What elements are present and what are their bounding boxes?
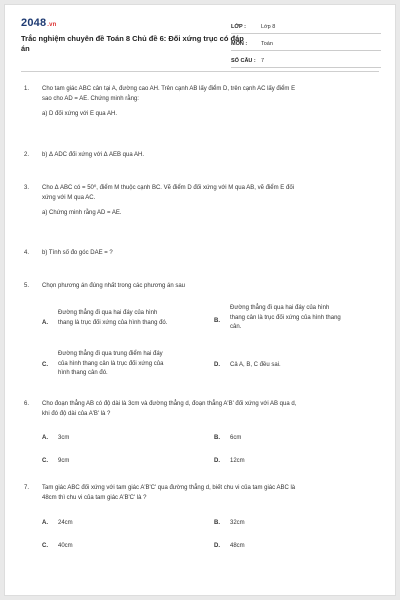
site-logo[interactable] [21, 17, 57, 29]
question-line: Cho Δ ABC có = 50⁰, điểm M thuộc cạnh BC. Vẽ điểm D đối xứng với M qua AB, vẽ điểm E đối [42, 185, 294, 191]
question-1-text [42, 84, 387, 119]
meta-row-subject [231, 38, 381, 51]
question-line: xứng với M qua AC. [42, 195, 96, 201]
meta-value: 7 [261, 58, 265, 64]
option-text[interactable]: 40cm [58, 543, 73, 549]
option-letter[interactable]: C. [42, 458, 48, 464]
option-text[interactable]: 12cm [230, 458, 245, 464]
question-line: Cho đoạn thẳng AB có độ dài là 3cm và đường thẳng d, đoạn thẳng A'B' đối xứng với AB qua d, [42, 401, 297, 407]
option-line: Đường thẳng đi qua hai đáy của hình [230, 305, 330, 311]
question-line: b) Tính số đo góc DAE = ? [42, 250, 113, 256]
option-line: Cả A, B, C đều sai. [230, 362, 281, 368]
meta-value: Toán [261, 41, 273, 47]
option-line: hình thang cân đó. [58, 370, 108, 377]
document-page [4, 4, 396, 596]
document-title: Trắc nghiệm chuyên đề Toán 8 Chủ đề 6: Đối xứng trục có đáp án [21, 34, 244, 53]
option-letter[interactable]: B. [214, 520, 220, 526]
option-text[interactable]: 32cm [230, 520, 245, 526]
option-line: Đường thẳng đi qua trung điểm hai đáy [58, 351, 163, 357]
meta-row-count [231, 55, 381, 68]
option-text[interactable]: 9cm [58, 458, 70, 464]
option-text[interactable]: 24cm [58, 520, 73, 526]
meta-label: LỚP : [231, 24, 246, 30]
option-letter[interactable]: D. [214, 362, 220, 368]
option-letter[interactable]: B. [214, 318, 220, 324]
question-number: 4. [24, 250, 30, 256]
option-letter[interactable]: A. [42, 320, 48, 326]
meta-row-class [231, 21, 381, 34]
option-letter[interactable]: C. [42, 543, 48, 549]
question-line: b) Δ ADC đối xứng với Δ AEB qua AH. [42, 152, 145, 158]
question-5-text [42, 281, 387, 291]
question-line: Tam giác ABC đối xứng với tam giác A'B'C' qua đường thẳng d, biết chu vi của tam giác ABC là [42, 485, 296, 491]
question-line: 48cm thì chu vi của tam giác A'B'C' là ? [42, 495, 147, 501]
question-line: khi đó độ dài của A'B' là ? [42, 411, 111, 417]
logo-text: 2048 [21, 17, 47, 29]
option-line: thang cân là trục đối xứng của hình thang [230, 314, 341, 321]
question-line: sao cho AD = AE. Chứng minh rằng: [42, 96, 139, 102]
option-line: thang là trục đối xứng của hình thang đó. [58, 319, 168, 326]
logo-suffix: .vn [47, 22, 57, 28]
header-divider [21, 71, 379, 72]
question-4-text [42, 248, 387, 258]
option-text[interactable] [58, 350, 213, 379]
meta-value: Lớp 8 [261, 24, 276, 30]
question-3-text [42, 183, 387, 218]
meta-label: SỐ CÂU : [231, 58, 256, 64]
option-letter[interactable]: D. [214, 458, 220, 464]
question-line: Cho tam giác ABC cân tại A, đường cao AH. Trên cạnh AB lấy điểm D, trên cạnh AC lấy điểm E [42, 86, 296, 92]
option-letter[interactable]: C. [42, 362, 48, 368]
question-number: 1. [24, 86, 30, 92]
question-line: Chọn phương án đúng nhất trong các phương án sau [42, 283, 186, 289]
page-header [5, 5, 395, 73]
option-text[interactable] [230, 304, 385, 333]
option-line: cân. [230, 324, 242, 331]
option-letter[interactable]: B. [214, 435, 220, 441]
option-text[interactable] [58, 309, 218, 328]
question-6-text [42, 399, 387, 419]
option-letter[interactable]: D. [214, 543, 220, 549]
option-text[interactable]: 48cm [230, 543, 245, 549]
question-number: 2. [24, 152, 30, 158]
option-text[interactable] [230, 361, 385, 371]
option-letter[interactable]: A. [42, 435, 48, 441]
question-number: 7. [24, 485, 30, 491]
question-number: 6. [24, 401, 30, 407]
question-sub: a) D đối xứng với E qua AH. [42, 111, 117, 117]
question-number: 5. [24, 283, 30, 289]
question-number: 3. [24, 185, 30, 191]
question-sub: a) Chứng minh rằng AD = AE. [42, 210, 122, 216]
meta-label: MÔN : [231, 41, 248, 47]
option-letter[interactable]: A. [42, 520, 48, 526]
option-line: của hình thang cân là trục đối xứng của [58, 360, 164, 367]
option-text[interactable]: 6cm [230, 435, 242, 441]
option-text[interactable]: 3cm [58, 435, 70, 441]
question-2-text [42, 150, 387, 160]
meta-info [231, 21, 381, 72]
option-line: Đường thẳng đi qua hai đáy của hình [58, 310, 158, 316]
question-7-text [42, 483, 387, 503]
